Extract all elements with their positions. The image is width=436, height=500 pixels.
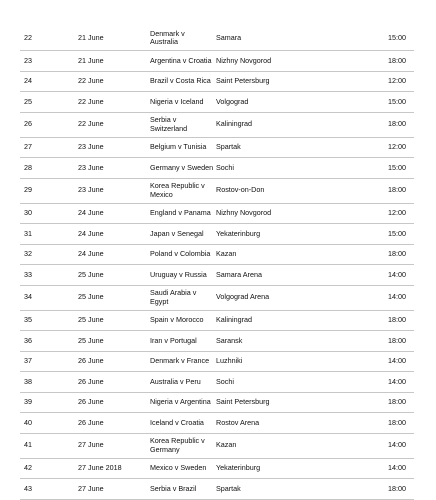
match-time: 18:00 xyxy=(310,244,414,265)
table-row xyxy=(20,203,414,224)
fixture-line: Denmark v France xyxy=(150,356,210,366)
match-date: 22 June xyxy=(78,112,150,137)
match-date: 27 June xyxy=(78,479,150,500)
match-fixture xyxy=(150,92,216,113)
match-fixture xyxy=(150,244,216,265)
match-date: 21 June xyxy=(78,26,150,51)
fixture-line: Saudi Arabia v xyxy=(150,288,197,298)
match-number: 32 xyxy=(20,244,78,265)
match-number: 23 xyxy=(20,51,78,72)
match-date: 24 June xyxy=(78,244,150,265)
fixture-line: Belgium v Tunisia xyxy=(150,142,207,152)
table-row xyxy=(20,433,414,458)
match-venue: Sochi xyxy=(216,158,310,179)
fixture-line: Brazil v Costa Rica xyxy=(150,76,211,86)
match-date: 25 June xyxy=(78,310,150,331)
fixture-line: Serbia v xyxy=(150,115,177,125)
fixture-line: Nigeria v Iceland xyxy=(150,96,204,106)
match-fixture xyxy=(150,71,216,92)
match-fixture xyxy=(150,458,216,479)
match-fixture xyxy=(150,158,216,179)
fixture-line: Japan v Senegal xyxy=(150,228,204,238)
match-time: 14:00 xyxy=(310,351,414,372)
table-row xyxy=(20,137,414,158)
match-date: 26 June xyxy=(78,392,150,413)
match-time: 14:00 xyxy=(310,372,414,393)
match-date: 25 June xyxy=(78,285,150,310)
table-row xyxy=(20,92,414,113)
match-time: 18:00 xyxy=(310,310,414,331)
match-number: 36 xyxy=(20,331,78,352)
fixture-line: Mexico v Sweden xyxy=(150,463,207,473)
match-venue: Volgograd xyxy=(216,92,310,113)
table-row xyxy=(20,158,414,179)
match-date: 21 June xyxy=(78,51,150,72)
match-number: 33 xyxy=(20,265,78,286)
match-date: 26 June xyxy=(78,351,150,372)
match-venue: Spartak xyxy=(216,137,310,158)
match-time: 12:00 xyxy=(310,71,414,92)
fixture-line: Mexico xyxy=(150,189,173,199)
match-time: 12:00 xyxy=(310,203,414,224)
match-number: 41 xyxy=(20,433,78,458)
match-number: 34 xyxy=(20,285,78,310)
match-time: 14:00 xyxy=(310,265,414,286)
table-row xyxy=(20,26,414,51)
match-venue: Saint Petersburg xyxy=(216,392,310,413)
match-fixture xyxy=(150,433,216,458)
table-row xyxy=(20,331,414,352)
fixture-line: Germany xyxy=(150,444,180,454)
fixture-line: Australia v Peru xyxy=(150,376,201,386)
match-time: 18:00 xyxy=(310,331,414,352)
match-number: 38 xyxy=(20,372,78,393)
table-row xyxy=(20,413,414,434)
match-date: 24 June xyxy=(78,203,150,224)
match-fixture xyxy=(150,351,216,372)
match-date: 26 June xyxy=(78,413,150,434)
match-venue: Saint Petersburg xyxy=(216,71,310,92)
table-row xyxy=(20,372,414,393)
match-number: 43 xyxy=(20,479,78,500)
fixture-line: Switzerland xyxy=(150,123,188,133)
match-number: 30 xyxy=(20,203,78,224)
match-venue: Kaliningrad xyxy=(216,310,310,331)
match-number: 39 xyxy=(20,392,78,413)
match-number: 25 xyxy=(20,92,78,113)
fixture-line: Egypt xyxy=(150,296,169,306)
match-time: 12:00 xyxy=(310,137,414,158)
match-number: 42 xyxy=(20,458,78,479)
match-venue: Yekaterinburg xyxy=(216,224,310,245)
match-time: 14:00 xyxy=(310,285,414,310)
match-date: 26 June xyxy=(78,372,150,393)
match-date: 23 June xyxy=(78,158,150,179)
match-fixture xyxy=(150,331,216,352)
table-row xyxy=(20,178,414,203)
fixture-line: Iran v Portugal xyxy=(150,335,197,345)
fixture-line: Spain v Morocco xyxy=(150,315,204,325)
fixture-line: Australia xyxy=(150,37,178,46)
match-number: 31 xyxy=(20,224,78,245)
match-venue: Rostov-on-Don xyxy=(216,178,310,203)
match-fixture xyxy=(150,178,216,203)
fixture-line: Uruguay v Russia xyxy=(150,269,207,279)
fixture-line: Korea Republic v xyxy=(150,181,205,191)
match-venue: Rostov Arena xyxy=(216,413,310,434)
match-fixture xyxy=(150,285,216,310)
fixture-line: Korea Republic v xyxy=(150,436,205,446)
match-time: 15:00 xyxy=(310,158,414,179)
match-venue: Sochi xyxy=(216,372,310,393)
table-row xyxy=(20,244,414,265)
match-time: 18:00 xyxy=(310,51,414,72)
fixture-line: Poland v Colombia xyxy=(150,249,211,259)
match-venue: Kazan xyxy=(216,244,310,265)
match-date: 27 June xyxy=(78,433,150,458)
match-fixture xyxy=(150,413,216,434)
match-fixture xyxy=(150,310,216,331)
match-fixture xyxy=(150,265,216,286)
match-fixture xyxy=(150,51,216,72)
match-date: 24 June xyxy=(78,224,150,245)
fixture-line: Argentina v Croatia xyxy=(150,55,212,65)
match-venue: Volgograd Arena xyxy=(216,285,310,310)
match-venue: Samara xyxy=(216,26,310,51)
match-number: 35 xyxy=(20,310,78,331)
match-date: 22 June xyxy=(78,71,150,92)
fixture-line: Nigeria v Argentina xyxy=(150,397,211,407)
match-venue: Nizhny Novgorod xyxy=(216,203,310,224)
table-row xyxy=(20,392,414,413)
table-row xyxy=(20,51,414,72)
match-date: 27 June 2018 xyxy=(78,458,150,479)
table-row xyxy=(20,71,414,92)
table-row xyxy=(20,112,414,137)
match-date: 23 June xyxy=(78,178,150,203)
table-row xyxy=(20,479,414,500)
match-fixture xyxy=(150,224,216,245)
schedule-body xyxy=(20,26,414,499)
table-row xyxy=(20,310,414,331)
match-venue: Saransk xyxy=(216,331,310,352)
match-number: 37 xyxy=(20,351,78,372)
match-venue: Samara Arena xyxy=(216,265,310,286)
table-row xyxy=(20,285,414,310)
match-venue: Spartak xyxy=(216,479,310,500)
match-venue: Kaliningrad xyxy=(216,112,310,137)
match-time: 18:00 xyxy=(310,112,414,137)
match-time: 18:00 xyxy=(310,479,414,500)
match-venue: Yekaterinburg xyxy=(216,458,310,479)
match-time: 18:00 xyxy=(310,178,414,203)
match-date: 22 June xyxy=(78,92,150,113)
fixture-line: Germany v Sweden xyxy=(150,162,214,172)
fixture-line: England v Panama xyxy=(150,208,211,218)
match-fixture xyxy=(150,112,216,137)
table-row xyxy=(20,265,414,286)
match-number: 27 xyxy=(20,137,78,158)
match-number: 26 xyxy=(20,112,78,137)
match-date: 23 June xyxy=(78,137,150,158)
match-venue: Nizhny Novgorod xyxy=(216,51,310,72)
table-row xyxy=(20,224,414,245)
match-date: 25 June xyxy=(78,265,150,286)
match-time: 15:00 xyxy=(310,224,414,245)
table-row xyxy=(20,351,414,372)
match-time: 15:00 xyxy=(310,26,414,51)
match-schedule-table xyxy=(20,26,414,500)
match-venue: Kazan xyxy=(216,433,310,458)
match-number: 24 xyxy=(20,71,78,92)
match-time: 18:00 xyxy=(310,392,414,413)
match-time: 18:00 xyxy=(310,413,414,434)
match-fixture xyxy=(150,479,216,500)
match-time: 14:00 xyxy=(310,433,414,458)
match-fixture xyxy=(150,372,216,393)
fixture-line: Serbia v Brazil xyxy=(150,483,197,493)
match-fixture xyxy=(150,137,216,158)
match-number: 40 xyxy=(20,413,78,434)
table-row xyxy=(20,458,414,479)
fixture-line: Denmark v xyxy=(150,28,185,38)
match-time: 14:00 xyxy=(310,458,414,479)
fixture-line: Iceland v Croatia xyxy=(150,417,204,427)
match-date: 25 June xyxy=(78,331,150,352)
match-venue: Luzhniki xyxy=(216,351,310,372)
match-fixture xyxy=(150,392,216,413)
match-number: 29 xyxy=(20,178,78,203)
match-fixture xyxy=(150,26,216,51)
match-number: 28 xyxy=(20,158,78,179)
match-fixture xyxy=(150,203,216,224)
match-number: 22 xyxy=(20,26,78,51)
match-time: 15:00 xyxy=(310,92,414,113)
